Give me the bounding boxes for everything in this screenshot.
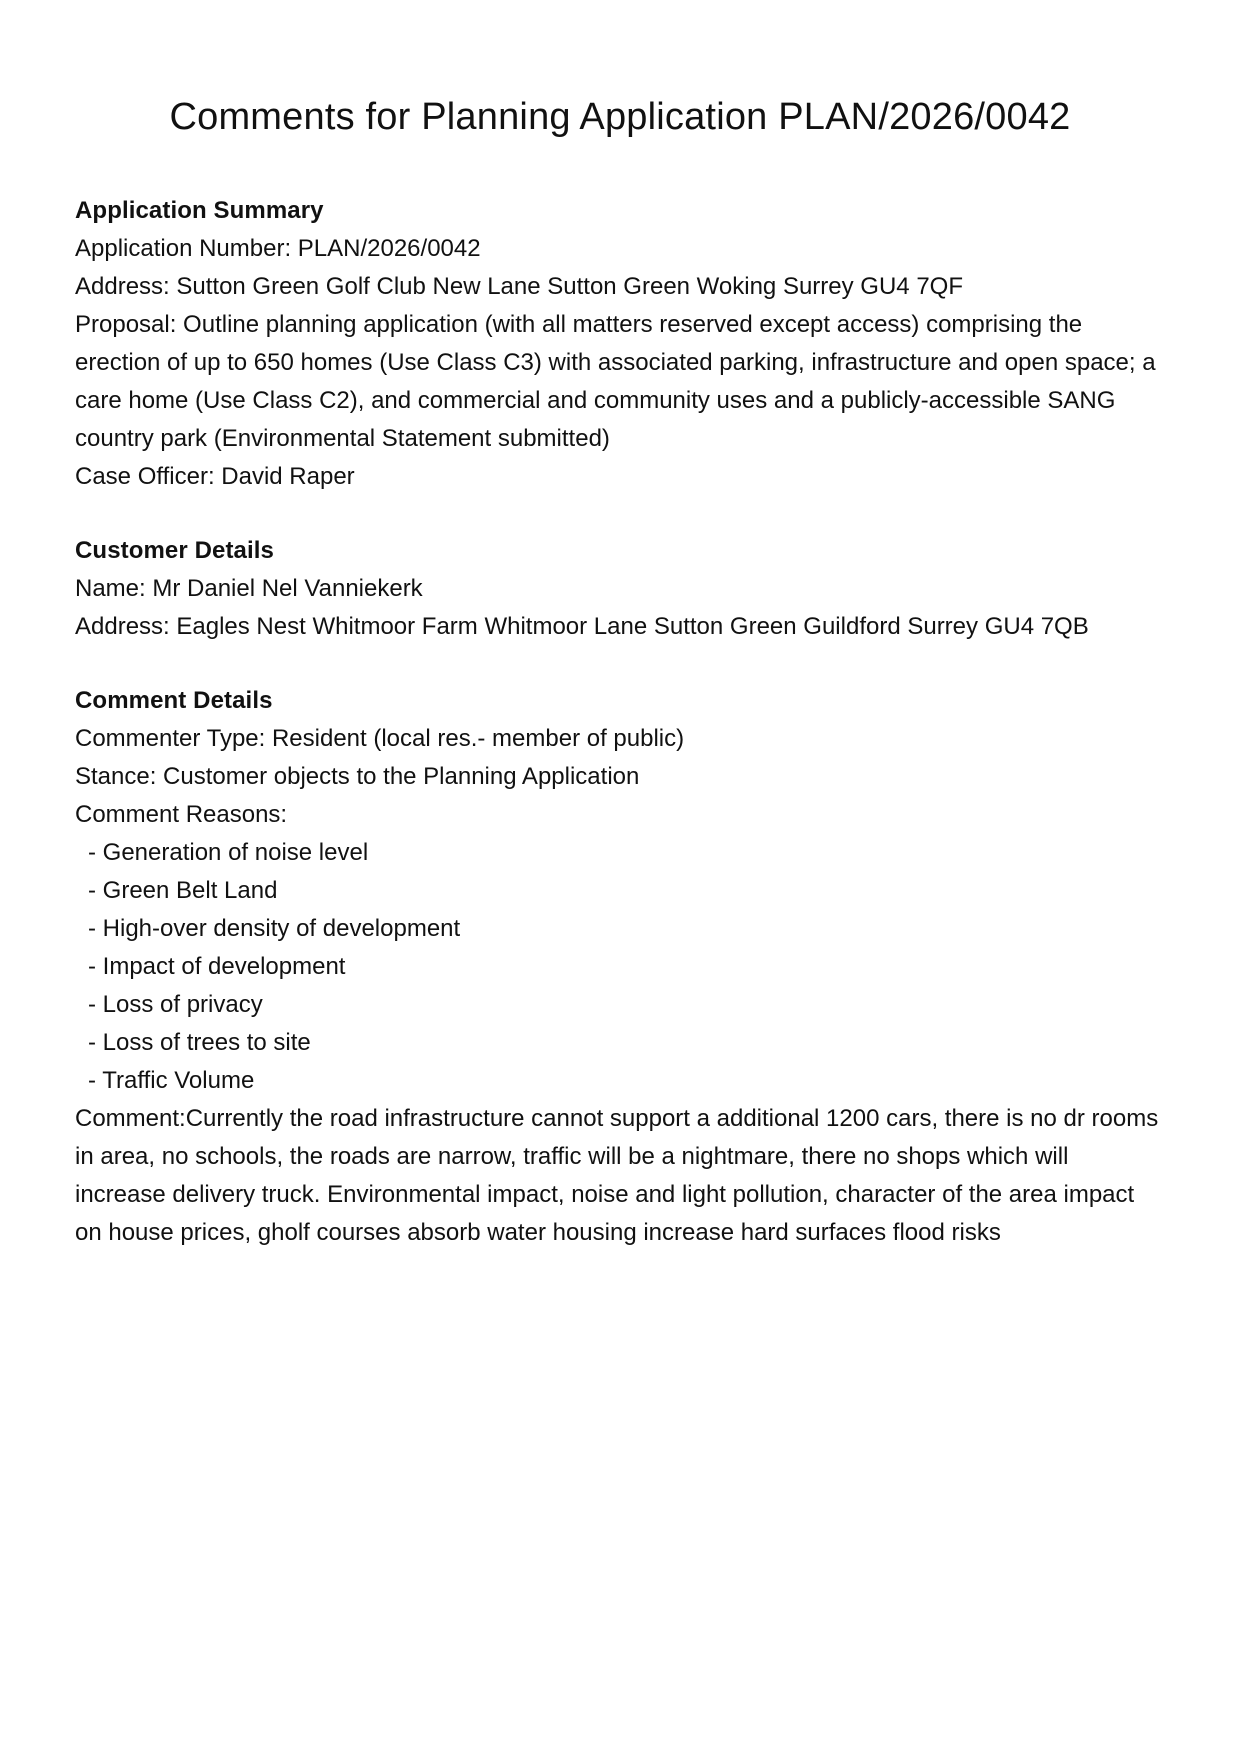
- list-item: - Loss of privacy: [88, 991, 263, 1018]
- document-title: Comments for Planning Application PLAN/2026/0042: [169, 96, 1071, 138]
- customer-name: Name: Mr Daniel Nel Vanniekerk: [75, 575, 423, 602]
- comment-reasons-list: [75, 834, 1165, 1100]
- customer-details-section: [75, 496, 1165, 646]
- list-item: - Generation of noise level: [88, 839, 369, 866]
- commenter-type: Commenter Type: Resident (local res.- member of public): [75, 725, 685, 752]
- customer-address: Address: Eagles Nest Whitmoor Farm Whitmoor Lane Sutton Green Guildford Surrey GU4 7QB: [75, 613, 1089, 640]
- application-address: Address: Sutton Green Golf Club New Lane Sutton Green Woking Surrey GU4 7QF: [75, 273, 963, 300]
- application-summary-section: [75, 142, 1165, 496]
- application-summary-heading: Application Summary: [75, 197, 324, 224]
- stance: Stance: Customer objects to the Planning Application: [75, 763, 640, 790]
- comment-reasons-label: Comment Reasons:: [75, 801, 288, 828]
- list-item: - High-over density of development: [88, 915, 461, 942]
- comment-text: Comment:Currently the road infrastructure cannot support a additional 1200 cars, there is no dr rooms in area, no schools, the roads are narrow, traffic will be a nightmare, there no shops which will increase delivery truck. Environmental impact, noise and light pollution, character of the area impact on house prices, gholf courses absorb water housing increase hard surfaces flood risks: [75, 1105, 1159, 1246]
- list-item: - Green Belt Land: [88, 877, 278, 904]
- customer-details-heading: Customer Details: [75, 537, 274, 564]
- comment-details-heading: Comment Details: [75, 687, 273, 714]
- application-number: Application Number: PLAN/2026/0042: [75, 235, 481, 262]
- application-proposal: Proposal: Outline planning application (with all matters reserved except access) comprising the erection of up to 650 homes (Use Class C3) with associated parking, infrastructure and open space; a care home (Use Class C2), and commercial and community uses and a publicly-accessible SANG country park (Environmental Statement submitted): [75, 311, 1156, 452]
- list-item: - Traffic Volume: [88, 1067, 255, 1094]
- list-item: - Impact of development: [88, 953, 346, 980]
- list-item: - Loss of trees to site: [88, 1029, 311, 1056]
- case-officer: Case Officer: David Raper: [75, 463, 355, 490]
- comment-details-section: [75, 646, 1165, 1252]
